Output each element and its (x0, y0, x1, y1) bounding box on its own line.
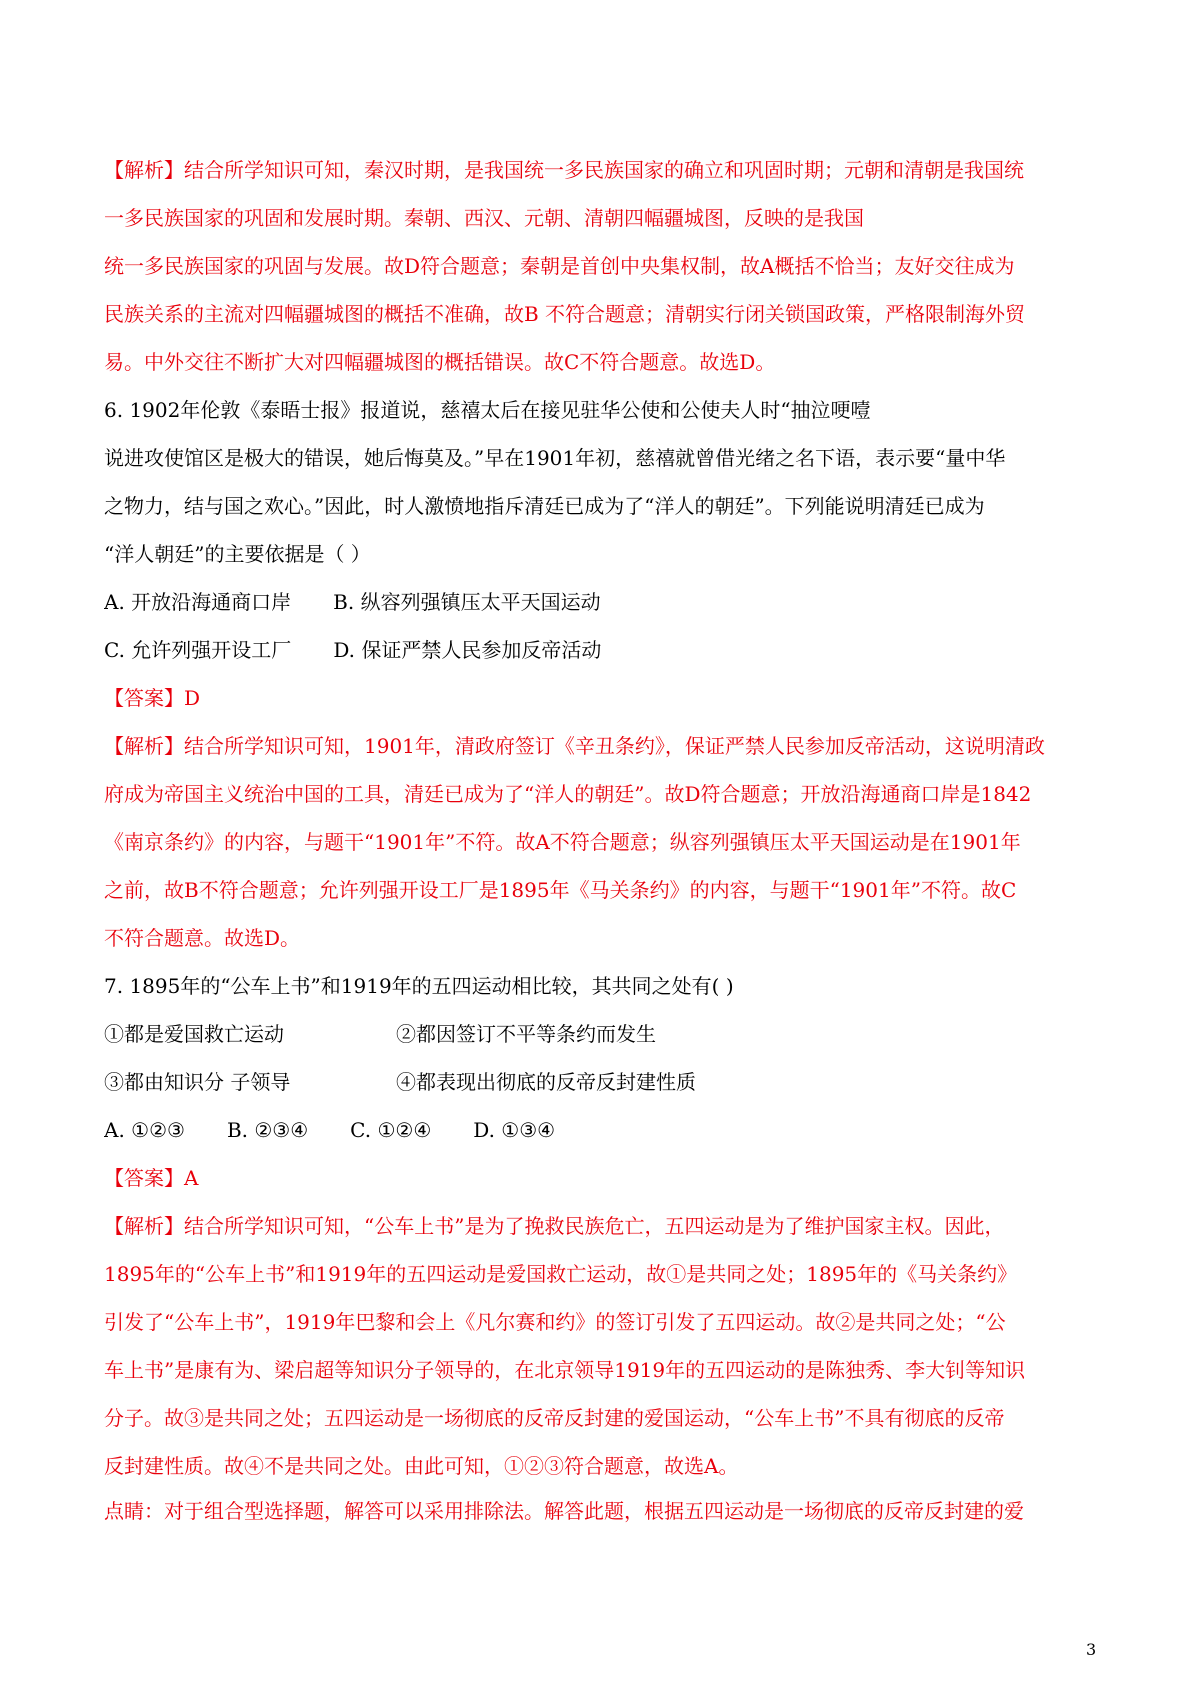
q7-option-d: D. ①③④ (473, 1118, 556, 1142)
q6-analysis-line: 不符合题意。故选D。 (104, 926, 301, 950)
q7-analysis-line: 【解析】结合所学知识可知，“公车上书”是为了挽救民族危亡，五四运动是为了维护国家主权。因此， (104, 1214, 1005, 1238)
q6-answer: 【答案】D (104, 686, 201, 710)
q7-statements-row-1 (104, 1010, 1104, 1058)
q7-statement-4: ④都表现出彻底的反帝反封建性质 (396, 1070, 696, 1094)
q7-statement-2: ②都因签订不平等条约而发生 (396, 1022, 656, 1046)
q5-analysis-line: 易。中外交往不断扩大对四幅疆城图的概括错误。故C不符合题意。故选D。 (104, 350, 776, 374)
q7-option-a: A. ①②③ (104, 1118, 185, 1142)
q5-analysis-line: 民族关系的主流对四幅疆城图的概括不准确，故B 不符合题意；清朝实行闭关锁国政策，严格限制海外贸 (104, 302, 1026, 326)
q6-analysis-line: 之前，故B不符合题意；允许列强开设工厂是1895年《马关条约》的内容，与题干“1901年”不符。故C (104, 878, 1017, 902)
q7-statement-3: ③都由知识分 子领导 (104, 1070, 291, 1094)
q7-stem: 7. 1895年的“公车上书”和1919年的五四运动相比较，其共同之处有( ) (104, 974, 734, 998)
q6-option-a: A. 开放沿海通商口岸 (104, 590, 292, 614)
q6-analysis-line: 府成为帝国主义统治中国的工具，清廷已成为了“洋人的朝廷”。故D符合题意；开放沿海通商口岸是1842 (104, 782, 1032, 806)
q6-option-d: D. 保证严禁人民参加反帝活动 (333, 638, 602, 662)
q7-analysis-line: 分子。故③是共同之处；五四运动是一场彻底的反帝反封建的爱国运动，“公车上书”不具有彻底的反帝 (104, 1406, 1005, 1430)
q5-analysis-line: 一多民族国家的巩固和发展时期。秦朝、西汉、元朝、清朝四幅疆城图，反映的是我国 (104, 206, 864, 230)
q6-analysis-line: 【解析】结合所学知识可知，1901年，清政府签订《辛丑条约》，保证严禁人民参加反帝活动，这说明清政 (104, 734, 1045, 758)
q6-options-row-2 (104, 626, 1104, 674)
q7-option-b: B. ②③④ (226, 1118, 309, 1142)
q7-options-row (104, 1106, 1104, 1154)
q7-option-c: C. ①②④ (350, 1118, 432, 1142)
q7-analysis-line: 车上书”是康有为、梁启超等知识分子领导的，在北京领导1919年的五四运动的是陈独秀、李大钊等知识 (104, 1358, 1026, 1382)
q6-stem-line: 6. 1902年伦敦《泰晤士报》报道说，慈禧太后在接见驻华公使和公使夫人时“抽泣哽噎 (104, 398, 871, 422)
q6-option-c: C. 允许列强开设工厂 (104, 638, 292, 662)
q5-analysis-line: 【解析】结合所学知识可知，秦汉时期，是我国统一多民族国家的确立和巩固时期；元朝和清朝是我国统 (104, 158, 1024, 182)
q6-analysis-line: 《南京条约》的内容，与题干“1901年”不符。故A不符合题意；纵容列强镇压太平天国运动是在1901年 (104, 830, 1021, 854)
q7-analysis-line: 反封建性质。故④不是共同之处。由此可知，①②③符合题意，故选A。 (104, 1454, 739, 1478)
question-7 (104, 962, 1104, 1532)
page-content (104, 146, 1104, 1532)
q7-answer: 【答案】A (104, 1166, 199, 1190)
q7-note: 点睛：对于组合型选择题，解答可以采用排除法。解答此题，根据五四运动是一场彻底的反帝反封建的爱 (104, 1499, 1024, 1523)
q7-analysis-line: 1895年的“公车上书”和1919年的五四运动是爱国救亡运动，故①是共同之处；1895年的《马关条约》 (104, 1262, 1018, 1286)
question-6 (104, 386, 1104, 962)
q6-options-row-1 (104, 578, 1104, 626)
page-number: 3 (1086, 1640, 1097, 1659)
q6-stem-line: 之物力，结与国之欢心。”因此，时人激愤地指斥清廷已成为了“洋人的朝廷”。下列能说明清廷已成为 (104, 494, 985, 518)
q7-statement-1: ①都是爱国救亡运动 (104, 1022, 284, 1046)
q6-option-b: B. 纵容列强镇压太平天国运动 (333, 590, 601, 614)
q6-stem-line: 说进攻使馆区是极大的错误，她后悔莫及。”早在1901年初，慈禧就曾借光绪之名下语，表示要“量中华 (104, 446, 1006, 470)
q5-analysis (104, 146, 1104, 386)
q7-analysis-line: 引发了“公车上书”，1919年巴黎和会上《凡尔赛和约》的签订引发了五四运动。故②是共同之处；“公 (104, 1310, 1006, 1334)
q5-analysis-line: 统一多民族国家的巩固与发展。故D符合题意；秦朝是首创中央集权制，故A概括不恰当；友好交往成为 (104, 254, 1015, 278)
q7-statements-row-2 (104, 1058, 1104, 1106)
q6-stem-line: “洋人朝廷”的主要依据是（ ） (104, 542, 371, 566)
